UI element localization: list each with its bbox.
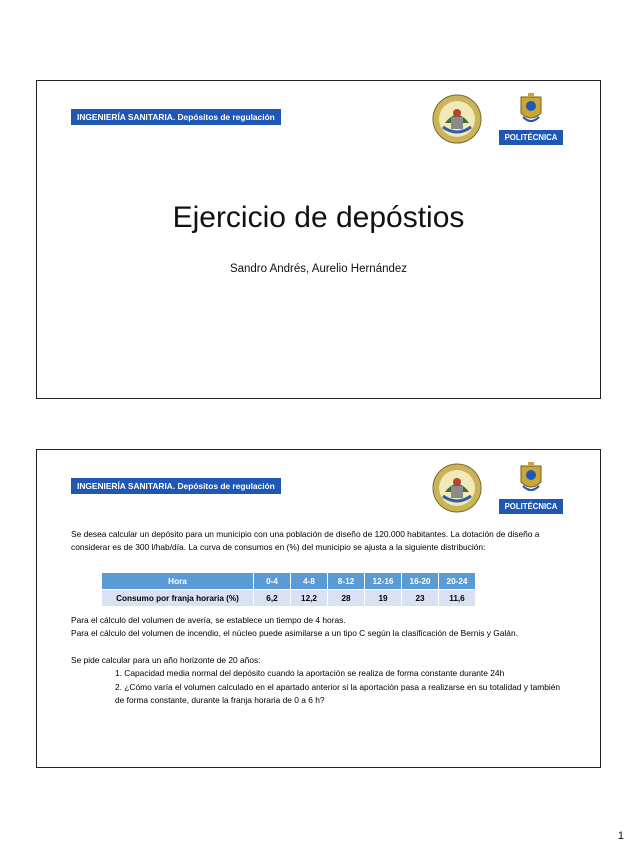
table-header-cell: 16-20	[402, 573, 439, 590]
question-1: 1. Capacidad media normal del depósito cuando la aportación se realiza de forma constante durante 24h	[115, 668, 505, 679]
table-header-cell: Hora	[102, 573, 254, 590]
table-row	[102, 590, 476, 607]
school-seal-logo	[431, 93, 483, 145]
table-header-cell: 20-24	[439, 573, 476, 590]
course-banner: INGENIERÍA SANITARIA. Depósitos de regulación	[71, 478, 281, 494]
table-cell: 28	[328, 590, 365, 607]
upm-label: POLITÉCNICA	[499, 499, 563, 514]
table-cell: Consumo por franja horaria (%)	[102, 590, 254, 607]
upm-logo	[499, 462, 563, 518]
school-seal-logo	[431, 462, 483, 514]
slide-title: Ejercicio de depóstios	[172, 201, 465, 234]
upm-crest-icon	[499, 93, 563, 129]
consumption-table	[101, 572, 476, 607]
exercise-body	[71, 528, 561, 555]
course-banner: INGENIERÍA SANITARIA. Depósitos de regulación	[71, 109, 281, 125]
averia-text: Para el cálculo del volumen de avería, se establece un tiempo de 4 horas.	[71, 615, 346, 625]
table-cell: 11,6	[439, 590, 476, 607]
table-header-cell: 12-16	[365, 573, 402, 590]
upm-crest-icon	[499, 462, 563, 498]
table-cell: 6,2	[254, 590, 291, 607]
exercise-slide	[36, 449, 601, 768]
table-cell: 12,2	[291, 590, 328, 607]
table-header-cell: 0-4	[254, 573, 291, 590]
table-cell: 23	[402, 590, 439, 607]
table-header-cell: 8-12	[328, 573, 365, 590]
intro-text: Se desea calcular un depósito para un municipio con una población de diseño de 120.000 habitantes. La dotación de diseño a considerar es de 300 l/hab/día. La curva de consumos en (%) del municipio se ajusta a la siguiente distribución:	[71, 529, 540, 553]
exercise-conditions	[71, 614, 561, 707]
incendio-text: Para el cálculo del volumen de incendio, el núcleo puede asimilarse a un tipo C según la clasificación de Bernis y Galán.	[71, 628, 518, 639]
pide-text: Se pide calcular para un año horizonte de 20 años:	[71, 654, 261, 665]
table-cell: 19	[365, 590, 402, 607]
upm-label: POLITÉCNICA	[499, 130, 563, 145]
table-header-cell: 4-8	[291, 573, 328, 590]
question-2: 2. ¿Cómo varía el volumen calculado en el apartado anterior si la aportación pasa a realizarse en su totalidad y también de forma constante, durante la franja horaria de 0 a 6 h?	[115, 681, 561, 706]
page-number: 1	[617, 830, 624, 842]
upm-logo	[499, 93, 563, 149]
table-header-row	[102, 573, 476, 590]
slide-authors: Sandro Andrés, Aurelio Hernández	[229, 263, 408, 275]
title-slide	[36, 80, 601, 399]
